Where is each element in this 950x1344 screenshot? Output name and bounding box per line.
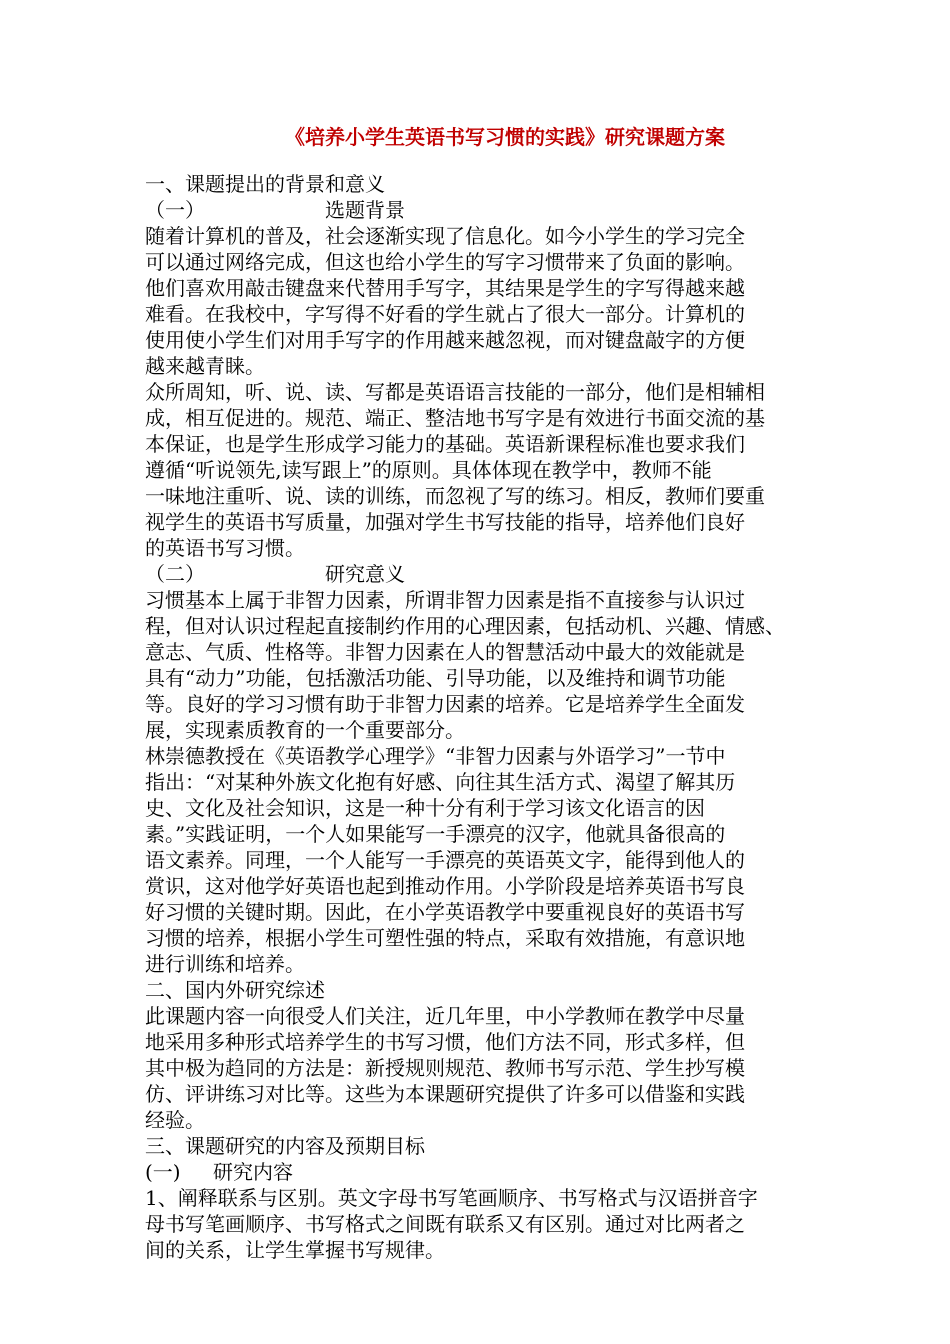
document-title: 《培养小学生英语书写习惯的实践》研究课题方案	[285, 125, 725, 149]
paragraph-line: 进行训练和培养。	[145, 952, 305, 976]
paragraph-line: 地采用多种形式培养学生的书写习惯，他们方法不同，形式多样，但	[145, 1030, 745, 1054]
paragraph-line: 随着计算机的普及，社会逐渐实现了信息化。如今小学生的学习完全	[145, 224, 745, 248]
paragraph-line: 林崇德教授在《英语教学心理学》“非智力因素与外语学习”一节中	[145, 744, 726, 768]
paragraph-line: 习惯基本上属于非智力因素，所谓非智力因素是指不直接参与认识过	[145, 588, 745, 612]
subsection-label: 研究内容	[213, 1160, 293, 1184]
paragraph-line: 其中极为趋同的方法是：新授规则规范、教师书写示范、学生抄写模	[145, 1056, 745, 1080]
paragraph-line: 一味地注重听、说、读的训练，而忽视了写的练习。相反，教师们要重	[145, 484, 765, 508]
subsection-number: (一)	[145, 1160, 181, 1184]
paragraph-line: 习惯的培养，根据小学生可塑性强的特点，采取有效措施，有意识地	[145, 926, 745, 950]
paragraph-line: 成，相互促进的。规范、端正、整洁地书写字是有效进行书面交流的基	[145, 406, 765, 430]
subsection-number: （二）	[145, 562, 205, 586]
paragraph-line: 遵循“听说领先,读写跟上”的原则。具体体现在教学中，教师不能	[145, 458, 712, 482]
subsection-1-1-heading	[145, 197, 810, 223]
paragraph-line: 可以通过网络完成，但这也给小学生的写字习惯带来了负面的影响。	[145, 250, 745, 274]
subsection-label: 研究意义	[325, 562, 405, 586]
paragraph-line: 程，但对认识过程起直接制约作用的心理因素，包括动机、兴趣、情感、	[145, 614, 785, 638]
section-2-heading: 二、国内外研究综述	[145, 978, 325, 1002]
paragraph-line: 史、文化及社会知识，这是一种十分有利于学习该文化语言的因	[145, 796, 705, 820]
subsection-1-2-heading	[145, 561, 810, 587]
paragraph-line: 赏识，这对他学好英语也起到推动作用。小学阶段是培养英语书写良	[145, 874, 745, 898]
paragraph-line: 经验。	[145, 1108, 205, 1132]
subsection-3-1-heading	[145, 1159, 810, 1185]
paragraph-line: 母书写笔画顺序、书写格式之间既有联系又有区别。通过对比两者之	[145, 1212, 745, 1236]
paragraph-line: 好习惯的关键时期。因此，在小学英语教学中要重视良好的英语书写	[145, 900, 745, 924]
paragraph-line: 的英语书写习惯。	[145, 536, 305, 560]
paragraph-line: 等。良好的学习习惯有助于非智力因素的培养。它是培养学生全面发	[145, 692, 745, 716]
paragraph-line: 他们喜欢用敲击键盘来代替用手写字，其结果是学生的字写得越来越	[145, 276, 745, 300]
paragraph-line: 使用使小学生们对用手写字的作用越来越忽视，而对键盘敲字的方便	[145, 328, 745, 352]
paragraph-line: 指出：“对某种外族文化抱有好感、向往其生活方式、渴望了解其历	[145, 770, 736, 794]
section-1-heading: 一、课题提出的背景和意义	[145, 172, 385, 196]
paragraph-line: 展，实现素质教育的一个重要部分。	[145, 718, 465, 742]
paragraph-line: 本保证，也是学生形成学习能力的基础。英语新课程标准也要求我们	[145, 432, 745, 456]
paragraph-line: 仿、评讲练习对比等。这些为本课题研究提供了许多可以借鉴和实践	[145, 1082, 745, 1106]
paragraph-line: 意志、气质、性格等。非智力因素在人的智慧活动中最大的效能就是	[145, 640, 745, 664]
paragraph-line: 素。”实践证明，一个人如果能写一手漂亮的汉字，他就具备很高的	[145, 822, 726, 846]
paragraph-line: 视学生的英语书写质量，加强对学生书写技能的指导，培养他们良好	[145, 510, 745, 534]
paragraph-line: 难看。在我校中，字写得不好看的学生就占了很大一部分。计算机的	[145, 302, 745, 326]
paragraph-line: 1、阐释联系与区别。英文字母书写笔画顺序、书写格式与汉语拼音字	[145, 1186, 758, 1210]
subsection-number: （一）	[145, 198, 205, 222]
paragraph-line: 语文素养。同理，一个人能写一手漂亮的英语英文字，能得到他人的	[145, 848, 745, 872]
subsection-label: 选题背景	[325, 198, 405, 222]
section-3-heading: 三、课题研究的内容及预期目标	[145, 1134, 425, 1158]
paragraph-line: 具有“动力”功能，包括激活功能、引导功能，以及维持和调节功能	[145, 666, 726, 690]
paragraph-line: 此课题内容一向很受人们关注，近几年里，中小学教师在教学中尽量	[145, 1004, 745, 1028]
paragraph-line: 越来越青睐。	[145, 354, 265, 378]
paragraph-line: 间的关系，让学生掌握书写规律。	[145, 1238, 445, 1262]
document-body	[145, 171, 810, 1263]
paragraph-line: 众所周知，听、说、读、写都是英语语言技能的一部分，他们是相辅相	[145, 380, 765, 404]
